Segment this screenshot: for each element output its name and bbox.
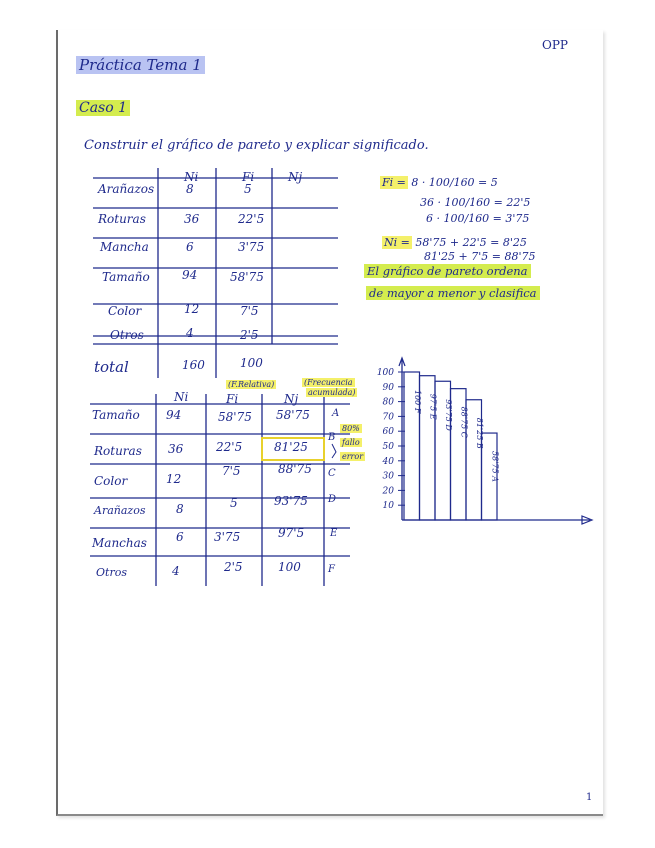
table2-row-label: Manchas [92,536,147,550]
table1-row-fi: 7'5 [240,304,259,318]
ni-formula-label: Ni = [384,236,410,249]
y-tick-label: 30 [382,471,394,482]
table2-row-ni: 8 [176,502,184,516]
ni-formula-1 [382,236,527,249]
table2-row-ni: 6 [176,530,184,544]
table2-header-fi: Fi [226,392,239,406]
table1-row-label: Roturas [98,212,146,226]
table1-row-ni: 6 [186,240,194,254]
table1-row-ni: 4 [186,326,194,340]
table2-row-letter: B [328,432,336,443]
table1-row-label: Arañazos [98,182,155,196]
table2-row-nj: 93'75 [274,494,308,508]
pareto-bar-label: 81'25 B [474,417,484,449]
table2-row-label: Arañazos [94,504,146,517]
fi-formula-2: 36 · 100/160 = 22'5 [420,196,531,209]
page-number: 1 [586,792,593,803]
table2-row-label: Otros [96,566,127,579]
table2-row-fi: 2'5 [224,560,243,574]
table2-row-label: Roturas [94,444,142,458]
table2-grid [88,394,358,594]
case-label: Caso 1 [76,100,130,116]
table1-row-ni: 94 [182,268,198,282]
explanation-line-1: El gráfico de pareto ordena [364,264,531,278]
table2-nj-note-1: (Frecuencia [304,378,353,387]
table1-header-fi: Fi [242,170,255,184]
pareto-bar-label: 93'75 D [443,399,453,431]
table2-row-nj: 100 [278,560,301,574]
table2-row-label: Color [94,474,128,488]
fi-formula-1 [380,176,498,189]
table2-row-ni: 4 [172,564,180,578]
pareto-bar-label: 58'75 A [490,451,500,482]
table2-row-nj: 97'5 [278,526,305,540]
table2-row-letter: A [332,408,340,419]
pareto-bar-label: 97'5 E [428,393,438,420]
notebook-page [56,30,603,816]
table1-total-ni: 160 [182,358,205,372]
table2-row-nj: 81'25 [274,440,308,454]
table1-row-fi: 3'75 [238,240,265,254]
table2-row-ni: 36 [168,442,184,456]
table2-row-letter: F [328,564,335,575]
table2-row-fi: 58'75 [218,410,252,424]
table2-row-nj: 58'75 [276,408,310,422]
table1-header-ni: Ni [184,170,199,184]
side-note-fallo: fallo [342,438,360,447]
table1-row-label: Mancha [100,240,149,254]
table2-row-ni: 12 [166,472,182,486]
table1-row-ni: 12 [184,302,200,316]
author-initials: OPP [542,38,568,52]
table1-row-ni: 36 [184,212,200,226]
page-title: Práctica Tema 1 [76,56,205,74]
y-tick-label: 20 [382,486,394,497]
side-note-error: error [342,452,364,461]
fi-formula-3: 6 · 100/160 = 3'75 [426,212,530,225]
pareto-bar-label: 88'75 C [459,406,469,438]
table2-fi-note: (F.Relativa) [228,380,275,389]
table1-row-ni: 8 [186,182,194,196]
y-tick-label: 40 [382,456,394,467]
table2-row-ni: 94 [166,408,182,422]
y-tick-label: 10 [382,501,394,512]
table1-row-fi: 2'5 [240,328,259,342]
instruction-text: Construir el gráfico de pareto y explicar significado. [84,138,429,153]
fi-formula-label: Fi = [382,176,406,189]
table2-row-letter: C [328,468,336,479]
y-tick-label: 90 [382,382,394,393]
table1-total-label: total [94,358,129,376]
table2-row-fi: 5 [230,496,238,510]
table2-row-fi: 3'75 [214,530,241,544]
table2-row-nj: 88'75 [278,462,312,476]
fi-formula-1-text: 8 · 100/160 = 5 [411,176,498,189]
y-tick-label: 80 [382,397,394,408]
table1-total-fi: 100 [240,356,263,370]
table2-row-label: Tamaño [92,408,140,422]
table2-nj-note-2: acumulada) [308,388,356,397]
pareto-chart [358,340,598,540]
table1-row-fi: 22'5 [238,212,265,226]
table1-header-nj: Nj [288,170,303,184]
table2-row-fi: 22'5 [216,440,243,454]
table1-row-label: Otros [110,328,144,342]
table1-row-label: Tamaño [102,270,150,284]
table2-header-ni: Ni [174,390,189,404]
y-tick-label: 50 [382,442,394,452]
table1-row-label: Color [108,304,142,318]
table1-row-fi: 58'75 [230,270,264,284]
table2-row-letter: E [330,528,338,539]
table2-header-nj: Nj [284,392,299,406]
pareto-bar-label: 100 F [412,390,422,414]
side-note-percent: 80% [342,424,360,433]
table1-row-fi: 5 [244,182,252,196]
ni-formula-2: 81'25 + 7'5 = 88'75 [424,250,536,263]
y-tick-label: 70 [382,412,394,423]
ni-formula-1-text: 58'75 + 22'5 = 8'25 [415,236,527,249]
y-tick-label: 60 [382,427,394,438]
y-tick-label: 100 [376,368,394,378]
explanation-line-2: de mayor a menor y clasifica [366,286,540,300]
table2-row-fi: 7'5 [222,464,241,478]
table2-row-letter: D [328,494,337,505]
